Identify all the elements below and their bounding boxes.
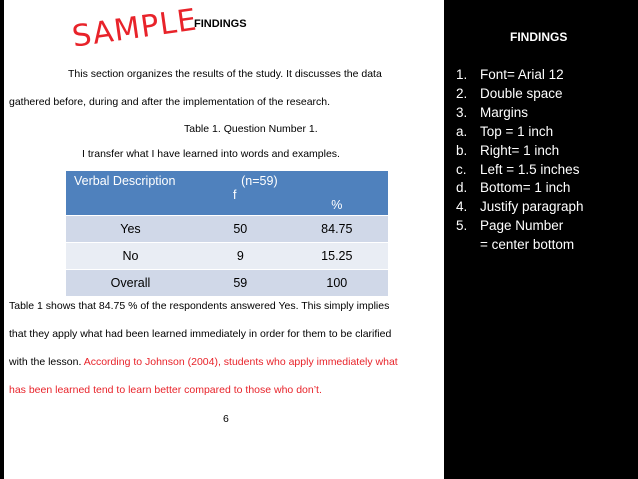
list-item: d. Bottom= 1 inch — [456, 180, 571, 196]
list-item: b. Right= 1 inch — [456, 142, 560, 158]
header-percent: % — [286, 171, 388, 216]
list-item: 2. Double space — [456, 85, 563, 101]
row-frequency: 50 — [195, 216, 286, 243]
row-percent: 100 — [286, 270, 388, 297]
row-label: Yes — [66, 216, 195, 243]
row-label: No — [66, 243, 195, 270]
list-item: 1. Font= Arial 12 — [456, 67, 564, 82]
header-n-count: (n=59) — [241, 174, 278, 188]
panel-title: FINDINGS — [510, 30, 568, 44]
survey-question: I transfer what I have learned into words and examples. — [82, 148, 340, 160]
row-percent: 15.25 — [286, 243, 388, 270]
results-table — [66, 171, 388, 296]
row-frequency: 59 — [195, 270, 286, 297]
intro-line-1: This section organizes the results of the study. It discusses the data — [68, 68, 382, 80]
list-item: c. Left = 1.5 inches — [456, 161, 580, 177]
table-header-row — [66, 171, 388, 216]
list-item: 3. Margins — [456, 104, 529, 120]
document-page — [4, 0, 444, 479]
body-line-3 — [9, 356, 398, 368]
table-row — [66, 216, 388, 243]
table-caption: Table 1. Question Number 1. — [184, 123, 318, 135]
row-frequency: 9 — [195, 243, 286, 270]
header-verbal-description: Verbal Description — [66, 171, 195, 216]
citation-text: According to Johnson (2004), students who apply immediately what — [83, 356, 398, 368]
citation-line-2: has been learned tend to learn better compared to those who don’t. — [9, 384, 322, 396]
instructions-panel — [444, 0, 638, 479]
list-item: = center bottom — [480, 237, 575, 253]
body-line-1: Table 1 shows that 84.75 % of the respondents answered Yes. This simply implies — [9, 300, 390, 312]
row-label: Overall — [66, 270, 195, 297]
list-item: 4. Justify paragraph — [456, 199, 584, 215]
list-item: a. Top = 1 inch — [456, 123, 554, 139]
body-line-2: that they apply what had been learned immediately in order for them to be clarified — [9, 328, 392, 340]
sample-stamp: SAMPLE — [70, 2, 200, 55]
table-row — [66, 243, 388, 270]
page-number: 6 — [223, 413, 229, 425]
table-row — [66, 270, 388, 297]
format-list — [444, 66, 584, 255]
body-line-3-text: with the lesson. — [9, 356, 84, 368]
page-heading: FINDINGS — [194, 18, 247, 30]
header-frequency — [195, 171, 286, 216]
header-f: f — [232, 188, 237, 202]
intro-line-2: gathered before, during and after the implementation of the research. — [9, 96, 331, 108]
list-item: 5. Page Number — [456, 218, 564, 234]
row-percent: 84.75 — [286, 216, 388, 243]
